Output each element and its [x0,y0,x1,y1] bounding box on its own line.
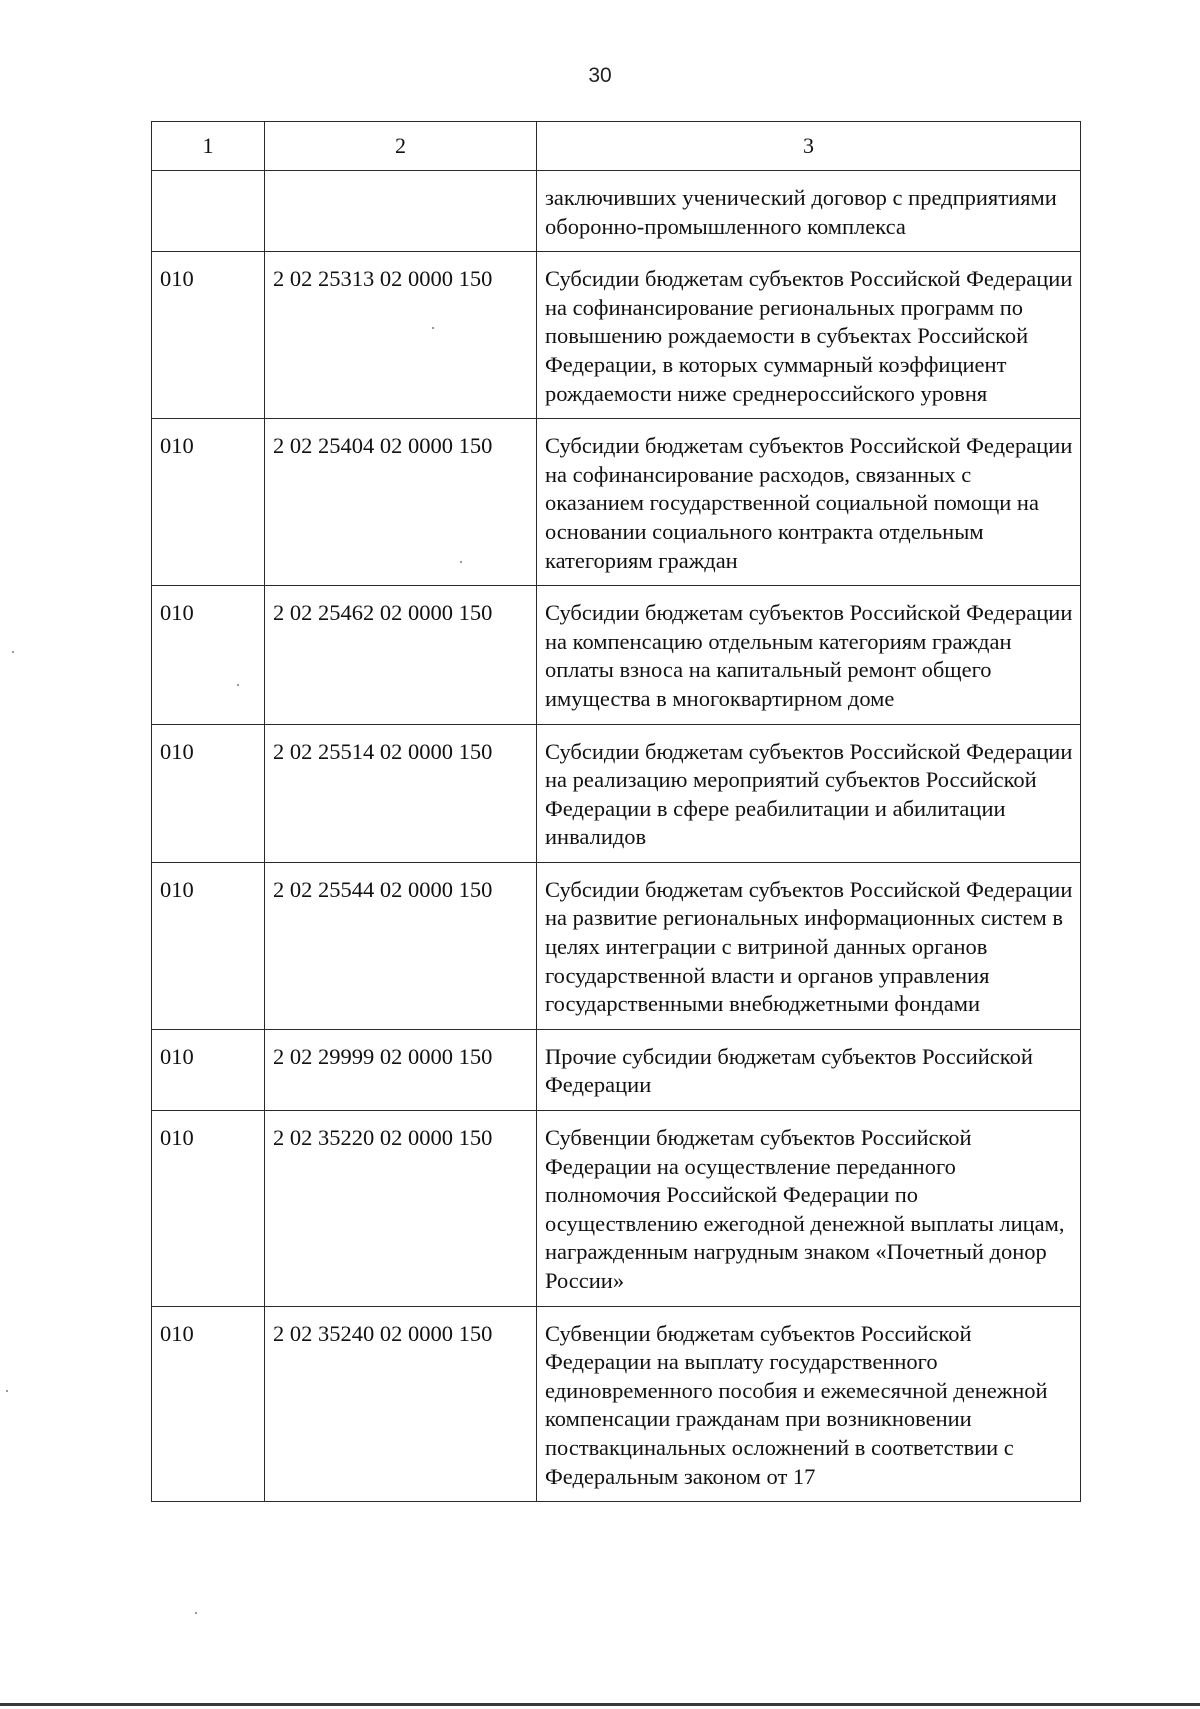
column-header-1: 1 [152,122,265,171]
budget-code-cell: 2 02 25313 02 0000 150 [265,252,537,419]
column-header-3: 3 [537,122,1081,171]
budget-code-cell: 2 02 25514 02 0000 150 [265,724,537,862]
description-cell: Субсидии бюджетам субъектов Российской Федерации на развитие региональных информационных систем в целях интеграции с витриной данных органов государственной власти и органов управления государственными внебюджетными фондами [537,862,1081,1029]
budget-code-cell [265,171,537,252]
description-cell: Прочие субсидии бюджетам субъектов Российской Федерации [537,1029,1081,1110]
scan-speck [237,684,239,686]
budget-code-cell: 2 02 35220 02 0000 150 [265,1111,537,1307]
column-header-2: 2 [265,122,537,171]
admin-code-cell: 010 [152,862,265,1029]
table-row [152,1111,1081,1307]
admin-code-cell: 010 [152,1306,265,1502]
scan-speck [195,1612,197,1614]
budget-code-cell: 2 02 25462 02 0000 150 [265,586,537,724]
budget-codes-table [151,121,1081,1502]
admin-code-cell: 010 [152,1029,265,1110]
admin-code-cell: 010 [152,252,265,419]
table-row [152,862,1081,1029]
description-cell: Субсидии бюджетам субъектов Российской Федерации на софинансирование региональных программ по повышению рождаемости в субъектах Российской Федерации, в которых суммарный коэффициент рождаемости ниже среднероссийского уровня [537,252,1081,419]
scan-speck [432,327,434,329]
scan-edge-line [0,1703,1200,1706]
table-row [152,586,1081,724]
description-cell: Субсидии бюджетам субъектов Российской Федерации на компенсацию отдельным категориям граждан оплаты взноса на капитальный ремонт общего имущества в многоквартирном доме [537,586,1081,724]
description-cell: Субвенции бюджетам субъектов Российской Федерации на выплату государственного единовременного пособия и ежемесячной денежной компенсации гражданам при возникновении поствакцинальных осложнений в соответствии с Федеральным законом от 17 [537,1306,1081,1502]
admin-code-cell: 010 [152,586,265,724]
table-row [152,419,1081,586]
budget-code-cell: 2 02 25544 02 0000 150 [265,862,537,1029]
table-row [152,252,1081,419]
scan-speck [6,1390,8,1392]
admin-code-cell: 010 [152,419,265,586]
description-cell: заключивших ученический договор с предприятиями оборонно-промышленного комплекса [537,171,1081,252]
description-cell: Субсидии бюджетам субъектов Российской Федерации на реализацию мероприятий субъектов Российской Федерации в сфере реабилитации и абилитации инвалидов [537,724,1081,862]
description-cell: Субсидии бюджетам субъектов Российской Федерации на софинансирование расходов, связанных с оказанием государственной социальной помощи на основании социального контракта отдельным категориям граждан [537,419,1081,586]
table-row [152,1306,1081,1502]
table-row [152,724,1081,862]
admin-code-cell: 010 [152,1111,265,1307]
budget-code-cell: 2 02 25404 02 0000 150 [265,419,537,586]
scan-speck [460,561,462,563]
budget-code-cell: 2 02 29999 02 0000 150 [265,1029,537,1110]
table-row [152,1029,1081,1110]
table-row [152,171,1081,252]
admin-code-cell [152,171,265,252]
scan-speck [12,651,14,653]
admin-code-cell: 010 [152,724,265,862]
table-header-row [152,122,1081,171]
description-cell: Субвенции бюджетам субъектов Российской Федерации на осуществление переданного полномочия Российской Федерации по осуществлению ежегодной денежной выплаты лицам, награжденным нагрудным знаком «Почетный донор России» [537,1111,1081,1307]
page-number: 30 [588,64,612,87]
budget-code-cell: 2 02 35240 02 0000 150 [265,1306,537,1502]
